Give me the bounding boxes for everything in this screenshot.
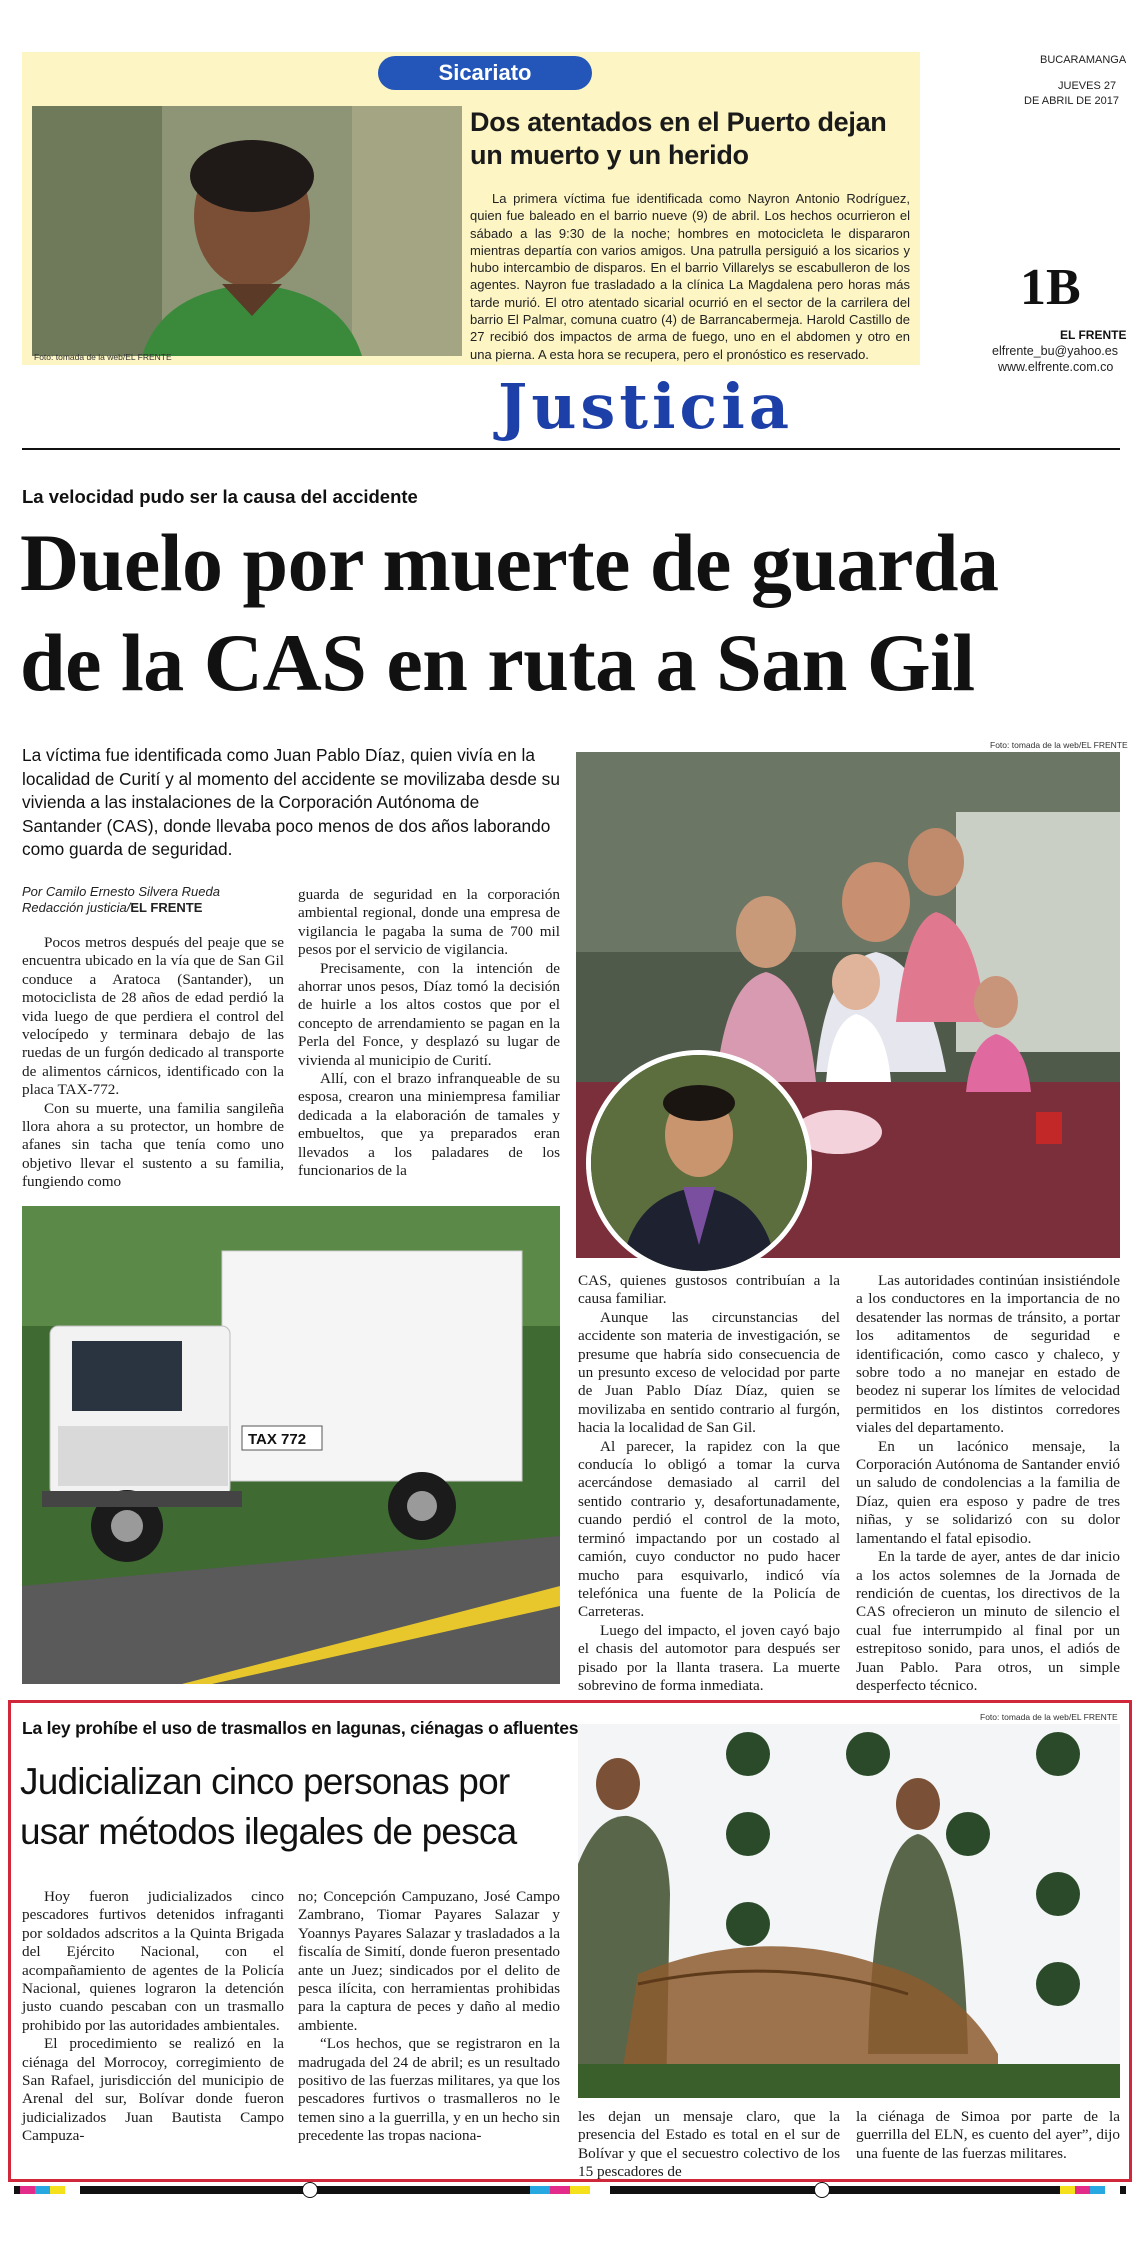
main-lead: La víctima fue identificada como Juan Pablo Díaz, quien vivía en la localidad de Curití y al momento del accidente se movilizaba desde su vivienda a las instalaciones de la Corporación Autónoma de Santander (CAS), donde llevaba poco menos de dos años laborando como guarda de seguridad. bbox=[22, 745, 560, 859]
main-col4-p2: En un lacónico mensaje, la Corporación Autónoma de Santander envió un saludo de condolencias a la familia de Díaz, quien era esposo y padre de tres niñas, y se solidarizó con su dolor lamentando el fatal episodio. bbox=[856, 1437, 1120, 1547]
fishing-col2-p2: “Los hechos, que se registraron en la madrugada del 24 de abril; es un resultado positivo de las fuerzas militares, ya que los pescadores furtivos o trasmalleros no le temen sino a la guerrilla, y en un hecho sin precedente las tropas naciona- bbox=[298, 2035, 560, 2145]
fishing-photo-illustration bbox=[578, 1724, 1120, 2098]
section-rule bbox=[22, 448, 1120, 450]
fishing-col2-p1: no; Concepción Campuzano, José Campo Zambrano, Tiomar Payares Salazar y Yoannys Payares Salazar y trasladados a la fiscalía de Simití, donde fueron presentado ante un Juez; sindicados por el delito de pesca ilícita, con herramientas prohibidas para la captura de peces y daño al medio ambiente. bbox=[298, 1888, 560, 2034]
main-col1-p2: Con su muerte, una familia sangileña llora ahora a su protector, un hombre de afanes sin tacha que tenía como uno objetivo llevar el sustento a su familia, fungiendo como bbox=[22, 1099, 284, 1191]
main-byline2-paper: EL FRENTE bbox=[130, 900, 203, 915]
fishing-col1 bbox=[22, 1888, 284, 2146]
main-col3-p4: Luego del impacto, el joven cayó bajo el chasis del automotor para después ser pisado por la llanta trasera. La muerte sobrevino de forma inmediata. bbox=[578, 1621, 840, 1694]
fishing-col1-p1: Hoy fueron judicializados cinco pescadores furtivos detenidos infraganti por soldados adscritos a la Quinta Brigada del Ejército Nacional, con el acompañamiento de agentes de la Policía Nacional, quienes lograron la detención justo cuando pescaban con un trasmallo prohibido por las autoridades ambientales. bbox=[22, 1888, 284, 2034]
main-col1 bbox=[22, 934, 284, 1192]
main-col2 bbox=[298, 886, 560, 1181]
top-story-photo-credit: Foto: tomada de la web/EL FRENTE bbox=[34, 352, 172, 362]
masthead-email: elfrente_bu@yahoo.es bbox=[992, 344, 1118, 358]
registration-crosshair-right bbox=[814, 2182, 830, 2198]
main-col3-p2: Aunque las circunstancias del accidente son materia de investigación, se presume que habría sido consecuencia de un presunto exceso de velocidad por parte de Juan Pablo Díaz Díaz, quien se movilizaba en sentido contrario al furgón, hacia la localidad de San Gil. bbox=[578, 1308, 840, 1437]
portrait-illustration bbox=[32, 106, 462, 356]
sicariato-tag-label: Sicariato bbox=[438, 60, 532, 85]
fishing-kicker: La ley prohíbe el uso de trasmallos en lagunas, ciénagas o afluentes bbox=[22, 1718, 579, 1738]
fishing-col4 bbox=[856, 2108, 1120, 2163]
section-title: Justicia bbox=[498, 370, 793, 443]
masthead-paper: EL FRENTE bbox=[1060, 328, 1127, 342]
print-color-swatches-right bbox=[1060, 2186, 1120, 2194]
main-headline-line2: de la CAS en ruta a San Gil bbox=[20, 617, 975, 708]
truck-photo bbox=[22, 1206, 560, 1684]
masthead-date-line2: DE ABRIL DE 2017 bbox=[1024, 95, 1119, 107]
main-col3-p1: CAS, quienes gustosos contribuían a la causa familiar. bbox=[578, 1272, 840, 1308]
fishing-photo-credit: Foto: tomada de la web/EL FRENTE bbox=[980, 1712, 1118, 1722]
main-col4-p3: En la tarde de ayer, antes de dar inicio a los actos solemnes de la Jornada de rendición de cuentas, los directivos de la CAS ofrecieron un minuto de silencio el cual fue interrumpido al final por un estrepitoso sonido, para unos, el adiós de Juan Pablo. Para otros, un simple desperfecto técnico. bbox=[856, 1548, 1120, 1694]
main-photo-credit: Foto: tomada de la web/EL FRENTE bbox=[990, 740, 1128, 750]
main-col4-p1: Las autoridades continúan insistiéndole a los conductores en la importancia de no desatender las normas de tránsito, a portar los aditamentos de seguridad e identificación, como casco y chaleco, y sobre todo a no manejar en estado de beodez ni superar los límites de velocidad permitidos en los distintos corredores viales del departamento. bbox=[856, 1272, 1120, 1437]
main-byline1: Por Camilo Ernesto Silvera Rueda bbox=[22, 884, 220, 899]
fishing-photo bbox=[578, 1724, 1120, 2098]
fishing-col2 bbox=[298, 1888, 560, 2146]
truck-photo-illustration bbox=[22, 1206, 560, 1684]
masthead-date-line1: JUEVES 27 bbox=[1058, 80, 1117, 92]
masthead-website: www.elfrente.com.co bbox=[998, 360, 1114, 374]
page-number: 1B bbox=[1020, 259, 1081, 316]
top-story-body: La primera víctima fue identificada como Nayron Antonio Rodríguez, quien fue baleado en el barrio nueve (9) de abril. Los hechos ocurrieron el sábado a las 9:30 de la noche; hombres en motocicleta le dispararon mientras departía con varios amigos. Una patrulla persiguió a los sicarios y hubo intercambio de disparos. En el barrio Villarelys se escabulleron de los agentes. Nayron fue trasladado a la clínica La Magdalena pero horas más tarde murió. El otro atentado sicarial ocurrió en el sector de la carrilera del barrio El Palmar, comuna cuatro (4) de Barrancabermeja. Harold Castillo de 27 recibió dos impactos de arma de fuego, uno en el abdomen y otro en una pierna. A esta hora se recupera, pero el pronóstico es reservado. bbox=[470, 191, 910, 362]
fishing-col3-p1: les dejan un mensaje claro, que la presencia del Estado es total en el sur de Bolívar y que el secuestro colectivo de los 15 pescadores de bbox=[578, 2108, 840, 2181]
sicariato-tag bbox=[378, 56, 592, 90]
main-byline2-prefix: Redacción justicia/ bbox=[22, 900, 131, 915]
main-col2-p1: guarda de seguridad en la corporación ambiental regional, donde una empresa de vigilancia le pagaba la suma de 700 mil pesos por el servicio de vigilancia. bbox=[298, 886, 560, 959]
fishing-col3 bbox=[578, 2108, 840, 2182]
main-byline2 bbox=[22, 900, 202, 915]
guard-portrait-inset bbox=[586, 1050, 812, 1276]
masthead-city: BUCARAMANGA bbox=[1040, 54, 1127, 66]
print-color-swatches-center bbox=[530, 2186, 610, 2194]
print-color-swatches-left bbox=[20, 2186, 80, 2194]
main-col3-p3: Al parecer, la rapidez con la que conducía lo obligó a tomar la curva acercándose demasiado al carril del sentido contrario y, desafortunadamente, cuando perdió el control de la moto, terminó impactando por un costado al camión, cuyo conductor no pudo hacer mucho para esquivarlo, indicó vía telefónica una fuente de la Policía de Carreteras. bbox=[578, 1437, 840, 1621]
registration-crosshair-left bbox=[302, 2182, 318, 2198]
main-col3 bbox=[578, 1272, 840, 1695]
guard-portrait-illustration bbox=[591, 1055, 807, 1271]
fishing-col1-p2: El procedimiento se realizó en la ciénaga del Morrocoy, corregimiento de San Rafael, jurisdicción del municipio de Arenal del sur, Bolívar donde fueron judicializados Juan Bautista Campo Campuza- bbox=[22, 2035, 284, 2145]
main-col1-p1: Pocos metros después del peaje que se encuentra ubicado en la vía que de San Gil conduce a Aratoca (Santander), un motociclista de 28 años de edad perdió la vida luego de que perdiera el control del velocípedo y terminara debajo de las ruedas de un furgón dedicado al transporte de alimentos cárnicos, identificado con la placa TAX-772. bbox=[22, 934, 284, 1099]
fishing-headline-line2: usar métodos ilegales de pesca bbox=[20, 1811, 517, 1852]
main-col2-p3: Allí, con el brazo infranqueable de su esposa, crearon una miniempresa familiar dedicada a la elaboración de tamales y embueltos, que ya preparados eran llevados a los paladares de los funcionarios de la bbox=[298, 1070, 560, 1180]
fishing-col4-p1: la ciénaga de Simoa por parte de la guerrilla del ELN, es cuento del ayer”, dijo una fuente de las fuerzas militares. bbox=[856, 2108, 1120, 2162]
fishing-headline-line1: Judicializan cinco personas por bbox=[20, 1761, 510, 1802]
top-story-photo bbox=[32, 106, 462, 356]
truck-plate-label: TAX 772 bbox=[248, 1431, 307, 1448]
top-story-headline: Dos atentados en el Puerto dejan un muerto y un herido bbox=[470, 107, 887, 170]
main-col2-p2: Precisamente, con la intención de ahorrar unos pesos, Díaz tomó la decisión de huirle a los altos costos que por el concepto de arrendamiento se pagan en la Perla del Fonce, y desplazó su lugar de vivienda al municipio de Curití. bbox=[298, 959, 560, 1069]
main-col4 bbox=[856, 1272, 1120, 1695]
main-kicker: La velocidad pudo ser la causa del accidente bbox=[22, 486, 418, 507]
main-headline-line1: Duelo por muerte de guarda bbox=[20, 517, 999, 608]
